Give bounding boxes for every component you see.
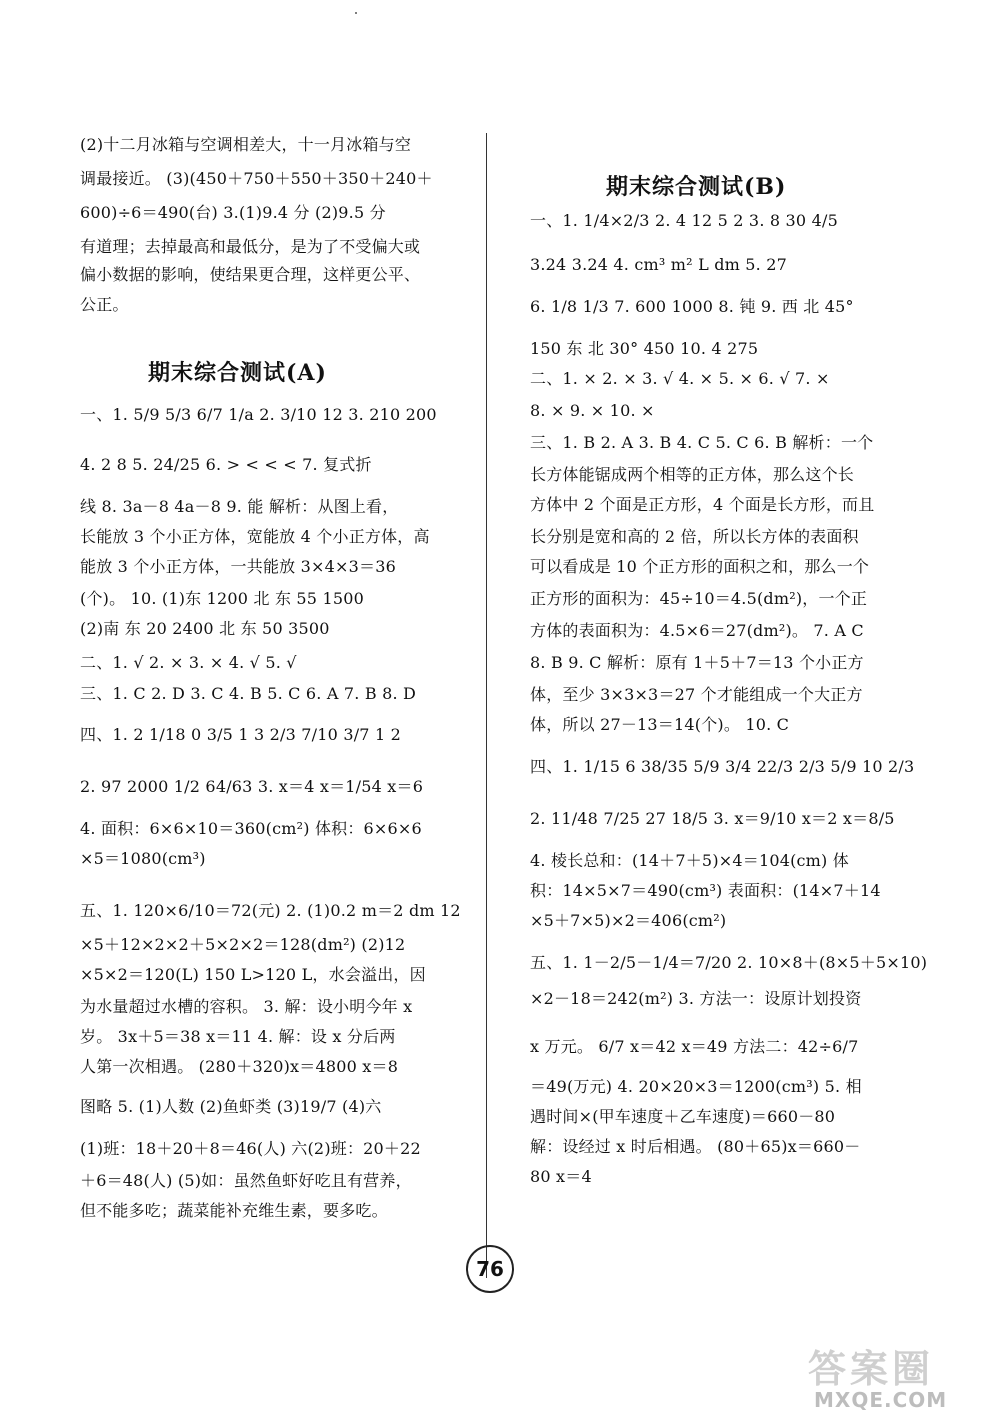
answer-line: 人第一次相遇。 (280＋320)x＝4800 x＝8 bbox=[80, 1057, 399, 1076]
scan-speck bbox=[355, 12, 357, 14]
intro-line: (2)十二月冰箱与空调相差大，十一月冰箱与空 bbox=[80, 135, 412, 154]
answer-line: 能放 3 个小正方体，一共能放 3×4×3＝36 bbox=[80, 557, 396, 576]
answer-line: ×5×2＝120(L) 150 L>120 L，水会溢出，因 bbox=[80, 965, 426, 984]
answer-line: 4. 面积：6×6×10＝360(cm²) 体积：6×6×6 bbox=[80, 819, 422, 838]
answer-line: ×5＋12×2×2＋5×2×2＝128(dm²) (2)12 bbox=[80, 935, 406, 954]
answer-line: ＝49(万元) 4. 20×20×3＝1200(cm³) 5. 相 bbox=[530, 1077, 862, 1096]
answer-line: 五、1. 120×6/10＝72(元) 2. (1)0.2 m＝2 dm 12 bbox=[80, 901, 461, 920]
answer-line: 4. 棱长总和：(14＋7＋5)×4＝104(cm) 体 bbox=[530, 851, 849, 870]
answer-line: 三、1. B 2. A 3. B 4. C 5. C 6. B 解析：一个 bbox=[530, 433, 874, 452]
answer-line: 线 8. 3a－8 4a－8 9. 能 解析：从图上看， bbox=[80, 497, 399, 516]
watermark-text-bottom: MXQE.COM bbox=[814, 1388, 948, 1412]
answer-line: 一、1. 1/4×2/3 2. 4 12 5 2 3. 8 30 4/5 bbox=[530, 211, 838, 230]
answer-line: ×2－18＝242(m²) 3. 方法一：设原计划投资 bbox=[530, 989, 862, 1008]
section-title-a: 期末综合测试(A) bbox=[148, 360, 327, 386]
column-divider bbox=[486, 133, 487, 1278]
answer-line: 积：14×5×7＝490(cm³) 表面积：(14×7＋14 bbox=[530, 881, 881, 900]
answer-line: 二、1. × 2. × 3. √ 4. × 5. × 6. √ 7. × bbox=[530, 369, 830, 388]
answer-line: ×5＋7×5)×2＝406(cm²) bbox=[530, 911, 727, 930]
answer-line: (个)。 10. (1)东 1200 北 东 55 1500 bbox=[80, 589, 364, 608]
answer-line: 为水量超过水槽的容积。 3. 解：设小明今年 x bbox=[80, 997, 413, 1016]
answer-line: 长分别是宽和高的 2 倍，所以长方体的表面积 bbox=[530, 527, 859, 546]
answer-line: 可以看成是 10 个正方形的面积之和，那么一个 bbox=[530, 557, 870, 576]
answer-line: 2. 97 2000 1/2 64/63 3. x＝4 x＝1/54 x＝6 bbox=[80, 777, 424, 796]
answer-line: 80 x＝4 bbox=[530, 1167, 592, 1186]
answer-line: 长能放 3 个小正方体，宽能放 4 个小正方体，高 bbox=[80, 527, 430, 546]
watermark-text-top: 答案圈 bbox=[808, 1347, 935, 1391]
answer-line: 4. 2 8 5. 24/25 6. > < < < 7. 复式折 bbox=[80, 455, 372, 474]
answer-line: 图略 5. (1)人数 (2)鱼虾类 (3)19/7 (4)六 bbox=[80, 1097, 382, 1116]
answer-line: 解：设经过 x 时后相遇。 (80＋65)x＝660－ bbox=[530, 1137, 861, 1156]
answer-line: 正方形的面积为：45÷10＝4.5(dm²)，一个正 bbox=[530, 589, 868, 608]
answer-line: (1)班：18＋20＋8＝46(人) 六(2)班：20＋22 bbox=[80, 1139, 421, 1158]
answer-line: ×5＝1080(cm³) bbox=[80, 849, 206, 868]
answer-line: 五、1. 1－2/5－1/4＝7/20 2. 10×8＋(8×5＋5×10) bbox=[530, 953, 928, 972]
answer-line: 二、1. √ 2. × 3. × 4. √ 5. √ bbox=[80, 653, 297, 672]
answer-line: (2)南 东 20 2400 北 东 50 3500 bbox=[80, 619, 330, 638]
intro-line: 600)÷6＝490(台) 3.(1)9.4 分 (2)9.5 分 bbox=[80, 203, 386, 222]
answer-line: 6. 1/8 1/3 7. 600 1000 8. 钝 9. 西 北 45° bbox=[530, 297, 854, 316]
answer-line: 2. 11/48 7/25 27 18/5 3. x＝9/10 x＝2 x＝8/5 bbox=[530, 809, 895, 828]
answer-line: 8. × 9. × 10. × bbox=[530, 401, 655, 420]
answer-line: 方体中 2 个面是正方形，4 个面是长方形，而且 bbox=[530, 495, 875, 514]
answer-line: 体，所以 27－13＝14(个)。 10. C bbox=[530, 715, 790, 734]
answer-line: 遇时间×(甲车速度＋乙车速度)＝660－80 bbox=[530, 1107, 836, 1126]
watermark-logo bbox=[808, 1338, 988, 1418]
page-number: 76 bbox=[466, 1245, 514, 1293]
intro-line: 公正。 bbox=[80, 295, 129, 314]
answer-line: 长方体能锯成两个相等的正方体，那么这个长 bbox=[530, 465, 855, 484]
answer-line: 体，至少 3×3×3＝27 个才能组成一个大正方 bbox=[530, 685, 863, 704]
answer-line: 岁。 3x＋5＝38 x＝11 4. 解：设 x 分后两 bbox=[80, 1027, 396, 1046]
intro-line: 偏小数据的影响，使结果更合理，这样更公平、 bbox=[80, 265, 421, 284]
intro-line: 调最接近。 (3)(450＋750＋550＋350＋240＋ bbox=[80, 169, 433, 188]
section-title-b: 期末综合测试(B) bbox=[606, 174, 787, 200]
intro-line: 有道理；去掉最高和最低分，是为了不受偏大或 bbox=[80, 237, 421, 256]
answer-line: 四、1. 1/15 6 38/35 5/9 3/4 22/3 2/3 5/9 10 2/3 bbox=[530, 757, 915, 776]
answer-line: 150 东 北 30° 450 10. 4 275 bbox=[530, 339, 759, 358]
answer-line: ＋6＝48(人) (5)如：虽然鱼虾好吃且有营养， bbox=[80, 1171, 412, 1190]
answer-line: 四、1. 2 1/18 0 3/5 1 3 2/3 7/10 3/7 1 2 bbox=[80, 725, 401, 744]
answer-line: 3.24 3.24 4. cm³ m² L dm 5. 27 bbox=[530, 255, 787, 274]
answer-line: 方体的表面积为：4.5×6＝27(dm²)。 7. A C bbox=[530, 621, 864, 640]
answer-line: 8. B 9. C 解析：原有 1＋5＋7＝13 个小正方 bbox=[530, 653, 864, 672]
answer-line: 一、1. 5/9 5/3 6/7 1/a 2. 3/10 12 3. 210 200 bbox=[80, 405, 437, 424]
answer-line: x 万元。 6/7 x＝42 x＝49 方法二：42÷6/7 bbox=[530, 1037, 859, 1056]
answer-line: 三、1. C 2. D 3. C 4. B 5. C 6. A 7. B 8. D bbox=[80, 684, 417, 703]
answer-line: 但不能多吃；蔬菜能补充维生素，要多吃。 bbox=[80, 1201, 388, 1220]
